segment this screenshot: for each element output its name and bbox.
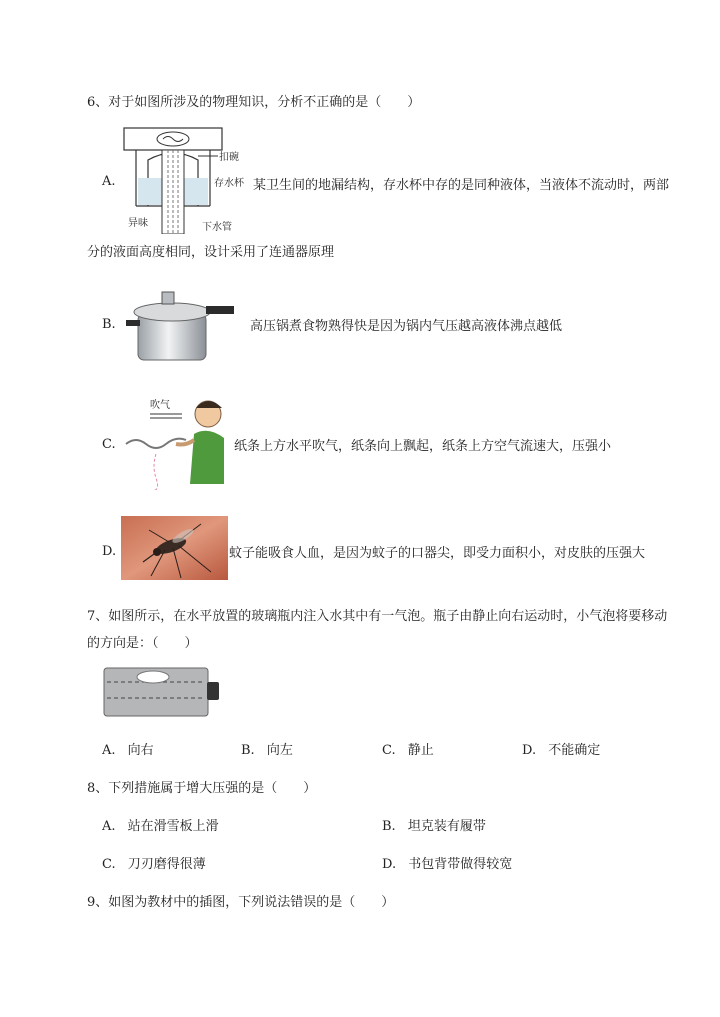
- q8-option-a: [102, 815, 219, 834]
- q8-option-c-label: C.: [102, 857, 116, 872]
- q6-option-b-text: 高压锅煮食物熟得快是因为锅内气压越高液体沸点越低: [250, 319, 563, 334]
- q6-option-a-text-line2: 分的液面高度相同，设计采用了连通器原理: [87, 245, 335, 260]
- q7-option-c-text: 静止: [407, 743, 434, 758]
- mosquito-photo: [121, 516, 228, 580]
- q7-option-b: [241, 739, 293, 758]
- q6-option-d-label: D.: [102, 544, 117, 559]
- q7-option-d-label: D.: [522, 743, 537, 758]
- q8-option-b-label: B.: [382, 819, 396, 834]
- q8-option-d-text: 书包背带做得较宽: [408, 857, 513, 872]
- q6-option-c-text: 纸条上方水平吹气，纸条向上飘起，纸条上方空气流速大，压强小: [234, 439, 612, 454]
- q7-option-a: [102, 739, 154, 758]
- fig-label-cup: 存水杯: [214, 178, 244, 189]
- q7-stem-line1: 7、如图所示，在水平放置的玻璃瓶内注入水其中有一气泡。瓶子由静止向右运动时，小气泡将要移动: [87, 609, 668, 624]
- q7-stem-line2: 的方向是：（ ）: [87, 636, 198, 651]
- q7-option-a-text: 向右: [127, 743, 154, 758]
- q7-option-d: [522, 739, 600, 758]
- q7-option-c: [382, 739, 434, 758]
- q6-option-a-label: A.: [102, 174, 116, 189]
- fig-label-odor: 异味: [128, 218, 148, 229]
- q7-option-a-label: A.: [102, 743, 116, 758]
- q7-option-c-label: C.: [382, 743, 396, 758]
- q8-option-a-label: A.: [102, 819, 116, 834]
- q6-stem: 6、对于如图所涉及的物理知识，分析不正确的是（ ）: [87, 95, 421, 110]
- q7-option-b-label: B.: [241, 743, 255, 758]
- q8-option-b: [382, 815, 486, 834]
- fig-label-blow: 吹气: [150, 400, 170, 411]
- q6-option-c-label: C.: [102, 437, 116, 452]
- q7-option-d-text: 不能确定: [548, 743, 601, 758]
- fig-label-pipe: 下水管: [202, 222, 232, 233]
- q8-option-a-text: 站在滑雪板上滑: [127, 819, 219, 834]
- blowing-paper-figure: [120, 394, 232, 490]
- fig-label-bowl: 扣碗: [219, 152, 239, 163]
- q8-option-d-label: D.: [382, 857, 397, 872]
- q6-option-d-text: 蚊子能吸食人血，是因为蚊子的口器尖，即受力面积小，对皮肤的压强大: [229, 546, 646, 561]
- q8-option-c-text: 刀刃磨得很薄: [127, 857, 206, 872]
- q8-option-d: [382, 853, 512, 872]
- pressure-cooker-figure: [122, 284, 240, 364]
- q6-option-a-text-line1: 某卫生间的地漏结构，存水杯中存的是同种液体，当液体不流动时，两部: [253, 178, 670, 193]
- floor-drain-figure: [118, 126, 244, 234]
- q8-option-b-text: 坦克装有履带: [407, 819, 486, 834]
- q6-option-b-label: B.: [102, 317, 116, 332]
- q8-stem: 8、下列措施属于增大压强的是（ ）: [87, 781, 317, 796]
- bottle-figure: [103, 664, 221, 718]
- q9-stem: 9、如图为教材中的插图，下列说法错误的是（ ）: [87, 895, 395, 910]
- q8-option-c: [102, 853, 206, 872]
- q7-option-b-text: 向左: [266, 743, 293, 758]
